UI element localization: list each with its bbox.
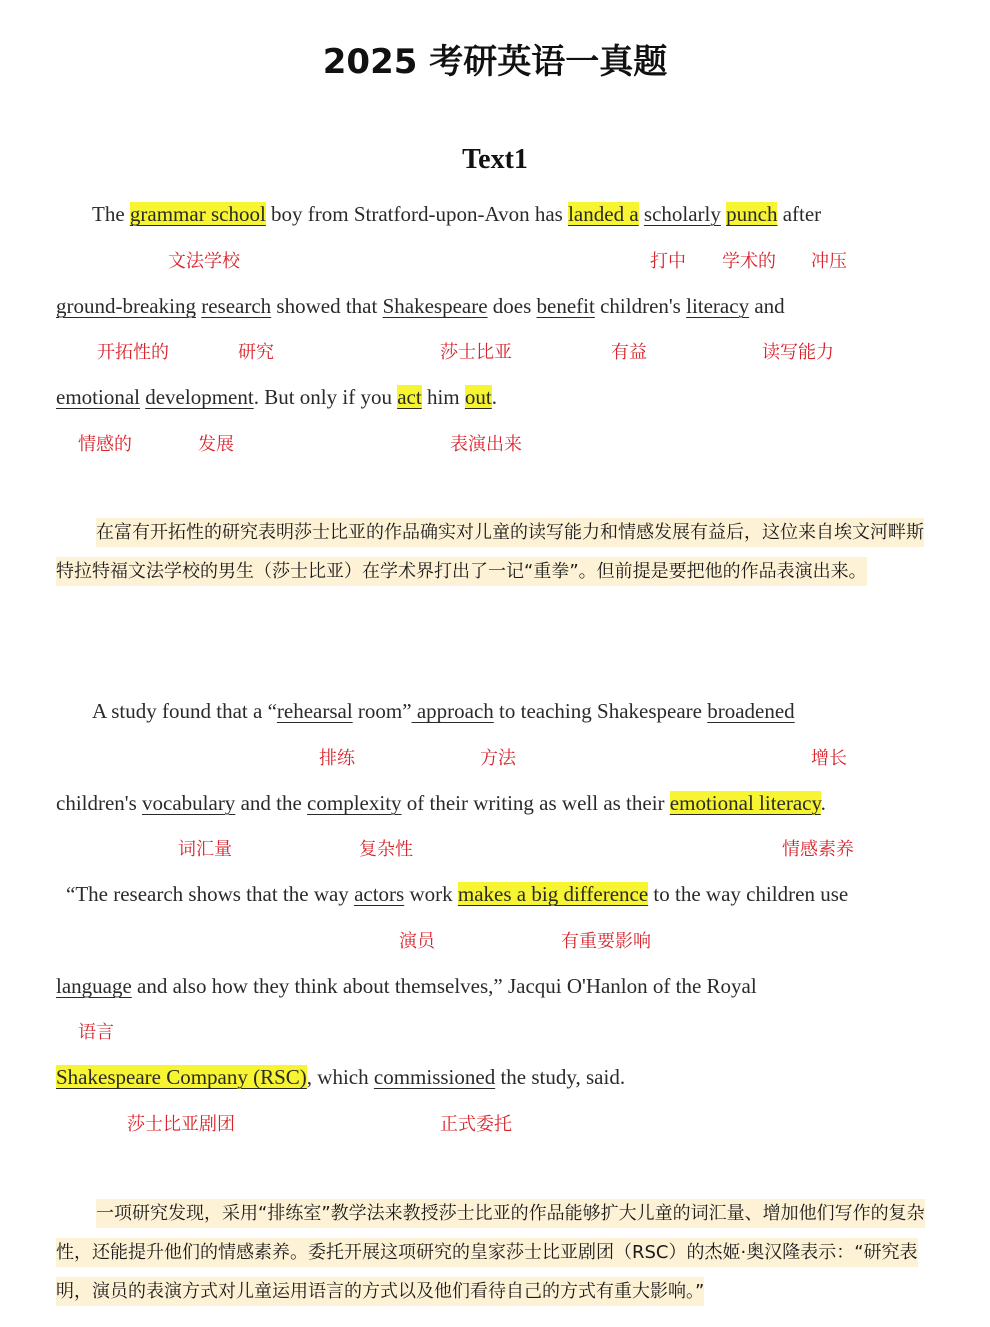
para2-line5 <box>0 1060 990 1094</box>
text-run: work <box>404 882 458 906</box>
text-run: . But only if you <box>253 385 398 409</box>
word-emotional: emotional <box>56 385 140 409</box>
page-title: 2025 考研英语一真题 <box>322 42 668 82</box>
text-run: to teaching Shakespeare <box>493 699 708 723</box>
para1-translation <box>56 513 936 591</box>
text-run: the study, said. <box>495 1065 626 1089</box>
text-run: A study found that a “ <box>92 699 277 723</box>
gloss-vocabulary: 词汇量 <box>178 839 232 860</box>
phrase-makes-a-big-difference: makes a big difference <box>457 882 649 906</box>
gloss-act-out: 表演出来 <box>450 434 522 455</box>
gloss-grammar-school: 文法学校 <box>168 251 240 272</box>
text-heading: Text1 <box>462 144 528 175</box>
text-run: boy from Stratford-upon-Avon has <box>265 202 569 226</box>
text-run: . <box>820 791 826 815</box>
word-vocabulary: vocabulary <box>142 791 236 815</box>
text-run: children's <box>594 294 687 318</box>
phrase-grammar-school: grammar school <box>129 202 266 226</box>
gloss-makes-a-big-difference: 有重要影响 <box>561 931 651 952</box>
word-development: development <box>145 385 254 409</box>
translation-text: 一项研究发现，采用“排练室”教学法来教授莎士比亚的作品能够扩大儿童的词汇量、增加他们写作的复杂性，还能提升他们的情感素养。委托开展这项研究的皇家莎士比亚剧团（RSC）的杰姬·奥汉隆表示：“研究表明，演员的表演方式对儿童运用语言的方式以及他们看待自己的方式有重大影响。” <box>56 1199 925 1306</box>
gloss-approach: 方法 <box>480 748 516 769</box>
word-act: act <box>397 385 422 409</box>
text-run: room” <box>352 699 412 723</box>
gloss-landed-a: 打中 <box>650 251 686 272</box>
phrase-emotional-literacy: emotional literacy <box>669 791 821 815</box>
gloss-emotional-literacy: 情感素养 <box>782 839 854 860</box>
gloss-ground-breaking: 开拓性的 <box>97 342 169 363</box>
text-run: children's <box>56 791 143 815</box>
text-run: of their writing as well as their <box>401 791 670 815</box>
gloss-research: 研究 <box>238 342 274 363</box>
gloss-punch: 冲压 <box>811 251 847 272</box>
phrase-landed-a: landed a <box>568 202 639 226</box>
word-out: out <box>464 385 492 409</box>
gloss-literacy: 读写能力 <box>762 342 834 363</box>
para1-line3 <box>0 380 990 414</box>
gloss-commissioned: 正式委托 <box>440 1114 512 1135</box>
para1-line1 <box>0 197 990 231</box>
para2-line2 <box>0 786 990 820</box>
word-punch: punch <box>726 202 778 226</box>
word-literacy: literacy <box>686 294 750 318</box>
text-run: to the way children use <box>648 882 849 906</box>
text-run: him <box>421 385 465 409</box>
para2-line4 <box>0 969 990 1003</box>
para1-line2 <box>0 289 990 323</box>
gloss-benefit: 有益 <box>611 342 647 363</box>
gloss-actors: 演员 <box>399 931 435 952</box>
word-shakespeare: Shakespeare <box>382 294 488 318</box>
text-run: , which <box>306 1065 374 1089</box>
text-run: and the <box>235 791 308 815</box>
text-run: after <box>777 202 822 226</box>
gloss-emotional: 情感的 <box>78 434 132 455</box>
para2-line3 <box>0 877 990 911</box>
gloss-language: 语言 <box>78 1022 114 1043</box>
word-research: research <box>201 294 272 318</box>
word-complexity: complexity <box>307 791 402 815</box>
word-language: language <box>56 974 132 998</box>
gloss-scholarly: 学术的 <box>722 251 776 272</box>
word-scholarly: scholarly <box>643 202 721 226</box>
gloss-development: 发展 <box>198 434 234 455</box>
word-benefit: benefit <box>536 294 595 318</box>
word-commissioned: commissioned <box>373 1065 496 1089</box>
word-actors: actors <box>354 882 405 906</box>
text-run: and <box>749 294 785 318</box>
phrase-rsc: Shakespeare Company (RSC) <box>56 1065 307 1089</box>
text-run: showed that <box>271 294 383 318</box>
word-approach: approach <box>411 699 494 723</box>
gloss-rehearsal: 排练 <box>319 748 355 769</box>
text-run: and also how they think about themselves,” Jacqui O'Hanlon of the Royal <box>131 974 757 998</box>
text-run: does <box>487 294 537 318</box>
word-ground-breaking: ground-breaking <box>56 294 196 318</box>
translation-text: 在富有开拓性的研究表明莎士比亚的作品确实对儿童的读写能力和情感发展有益后，这位来自埃文河畔斯特拉特福文法学校的男生（莎士比亚）在学术界打出了一记“重拳”。但前提是要把他的作品表演出来。 <box>56 518 924 586</box>
gloss-rsc: 莎士比亚剧团 <box>127 1114 235 1135</box>
para2-line1 <box>0 694 990 728</box>
word-rehearsal: rehearsal <box>276 699 353 723</box>
text-run: The <box>92 202 130 226</box>
text-run: . <box>491 385 497 409</box>
para2-translation <box>56 1194 936 1311</box>
gloss-broadened: 增长 <box>811 748 847 769</box>
text-run: “The research shows that the way <box>66 882 355 906</box>
gloss-complexity: 复杂性 <box>359 839 413 860</box>
word-broadened: broadened <box>707 699 795 723</box>
gloss-shakespeare: 莎士比亚 <box>440 342 512 363</box>
